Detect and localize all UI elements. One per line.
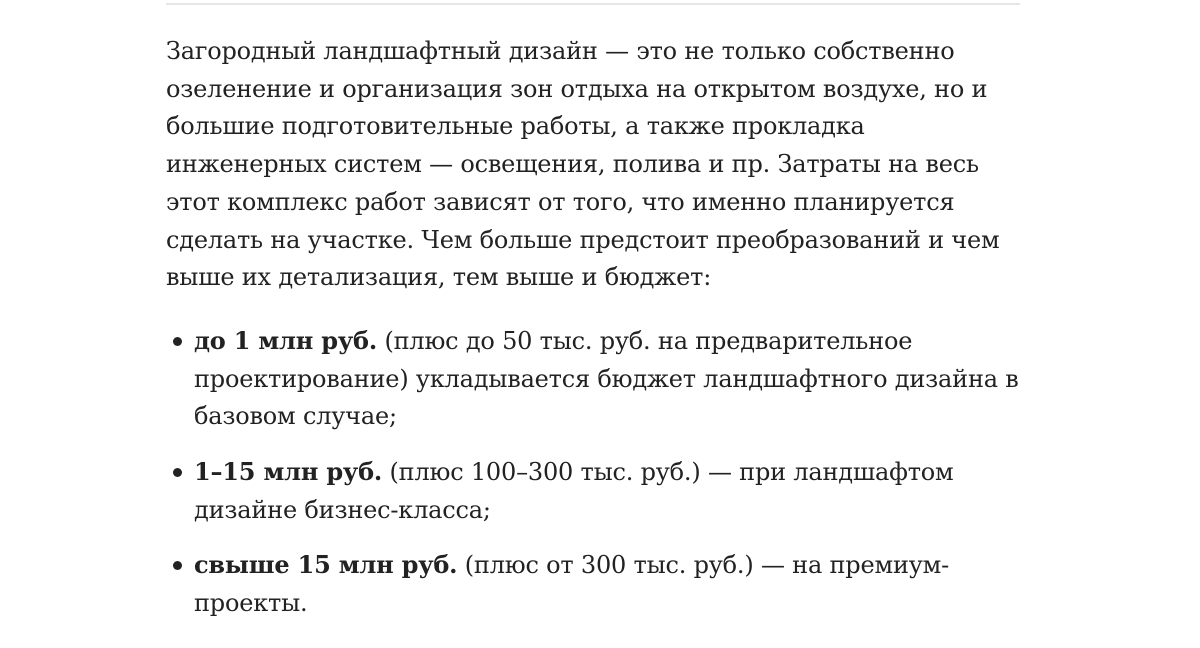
top-divider (166, 3, 1020, 5)
intro-paragraph: Загородный ландшафтный дизайн — это не только собственно озеленение и организация зон отдыха на открытом воздухе, но и большие подготовительные работы, а также прокладка инженерных систем — освещения, полива и пр. Затраты на весь этот комплекс работ зависят от того, что именно планируется сделать на участке. Чем больше предстоит преобразований и чем выше их детализация, тем выше и бюджет: (166, 37, 1000, 292)
bullet-icon (173, 561, 182, 570)
bullet-icon (173, 468, 182, 477)
list-item (166, 453, 1026, 529)
budget-description: (плюс 100–300 тыс. руб.) — при ландшафтом дизайне бизнес-класса; (194, 458, 954, 524)
list-item (166, 322, 1026, 436)
budget-description: (плюс от 300 тыс. руб.) — на премиум-проекты. (194, 551, 950, 618)
bullet-icon (173, 337, 182, 346)
budget-list (166, 322, 1026, 623)
budget-range: до 1 млн руб. (194, 325, 378, 355)
budget-range: свыше 15 млн руб. (194, 550, 458, 580)
article-body (166, 33, 1026, 640)
list-item (166, 546, 1026, 622)
budget-description: (плюс до 50 тыс. руб. на предварительное проектирование) укладывается бюджет ландшафтного дизайна в базовом случае; (194, 326, 1019, 431)
budget-range: 1–15 млн руб. (194, 457, 383, 487)
